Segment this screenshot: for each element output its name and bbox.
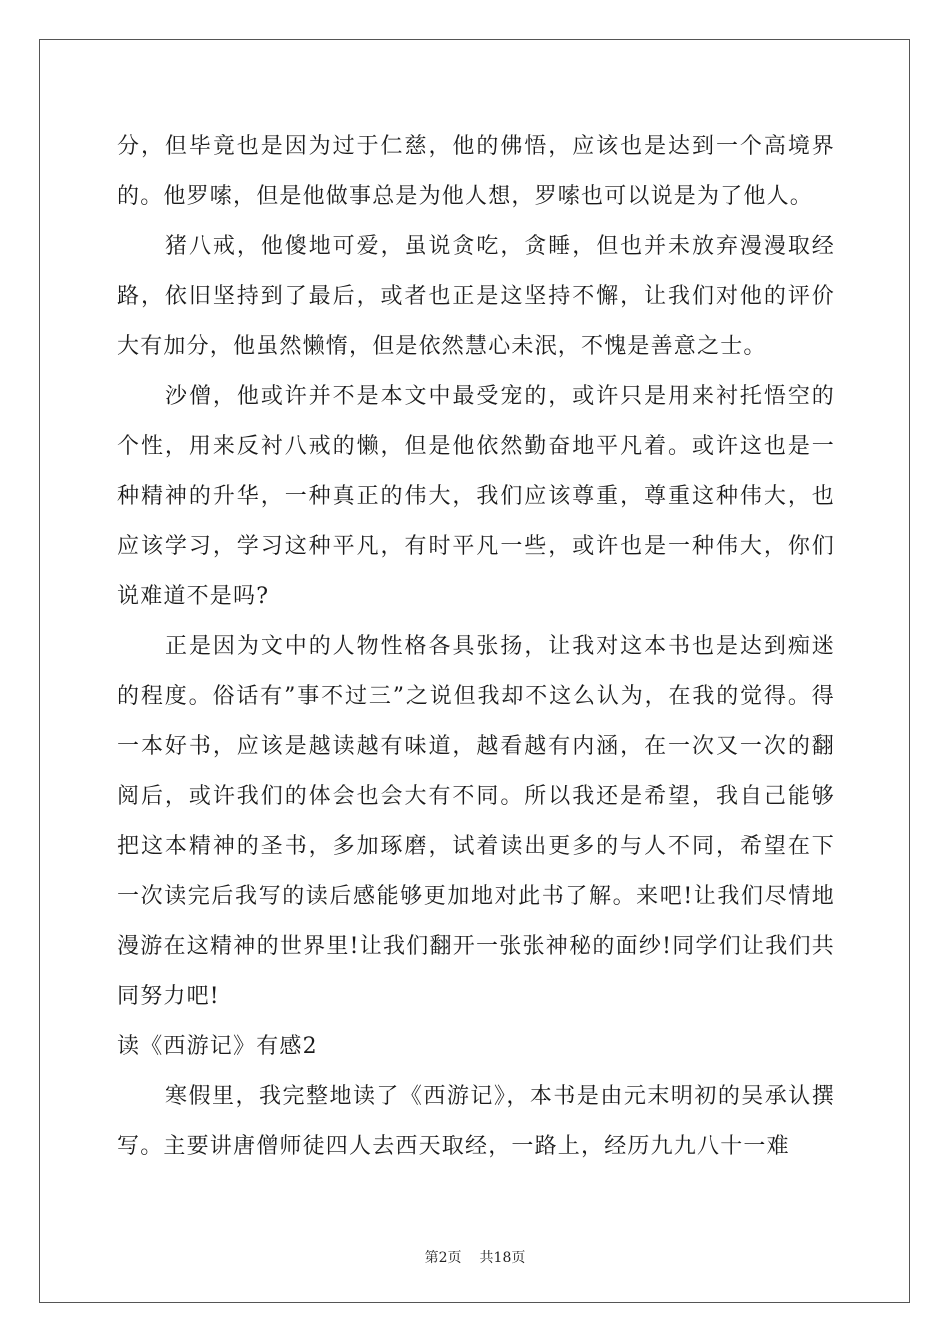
page-total: 共18页 xyxy=(479,1250,526,1266)
document-body xyxy=(117,122,835,1172)
page-number: 第2页 xyxy=(424,1250,462,1266)
paragraph-conclusion: 正是因为文中的人物性格各具张扬，让我对这本书也是达到痴迷的程度。俗话有”事不过三”之说但我却不这么认为，在我的觉得。得一本好书，应该是越读越有味道，越看越有内涵，在一次又一次的翻阅后，或许我们的体会也会大有不同。所以我还是希望，我自己能够把这本精神的圣书，多加琢磨，试着读出更多的与人不同，希望在下一次读完后我写的读后感能够更加地对此书了解。来吧!让我们尽情地漫游在这精神的世界里!让我们翻开一张张神秘的面纱!同学们让我们共同努力吧! xyxy=(117,634,835,1009)
paragraph-zhu-bajie: 猪八戒，他傻地可爱，虽说贪吃，贪睡，但也并未放弃漫漫取经路，依旧坚持到了最后，或者也正是这坚持不懈，让我们对他的评价大有加分，他虽然懒惰，但是依然慧心未泯，不愧是善意之士。 xyxy=(117,234,835,359)
paragraph-sha-seng: 沙僧，他或许并不是本文中最受宠的，或许只是用来衬托悟空的个性，用来反衬八戒的懒，但是他依然勤奋地平凡着。或许这也是一种精神的升华，一种真正的伟大，我们应该尊重，尊重这种伟大，也应该学习，学习这种平凡，有时平凡一些，或许也是一种伟大，你们说难道不是吗? xyxy=(117,384,835,609)
page-footer xyxy=(0,1247,950,1267)
section-heading: 读《西游记》有感2 xyxy=(117,1034,318,1059)
paragraph-continued: 分，但毕竟也是因为过于仁慈，他的佛悟，应该也是达到一个高境界的。他罗嗦，但是他做事总是为他人想，罗嗦也可以说是为了他人。 xyxy=(117,134,835,209)
paragraph-essay-2-intro: 寒假里，我完整地读了《西游记》，本书是由元末明初的吴承认撰写。主要讲唐僧师徒四人去西天取经，一路上，经历九九八十一难 xyxy=(117,1084,835,1159)
